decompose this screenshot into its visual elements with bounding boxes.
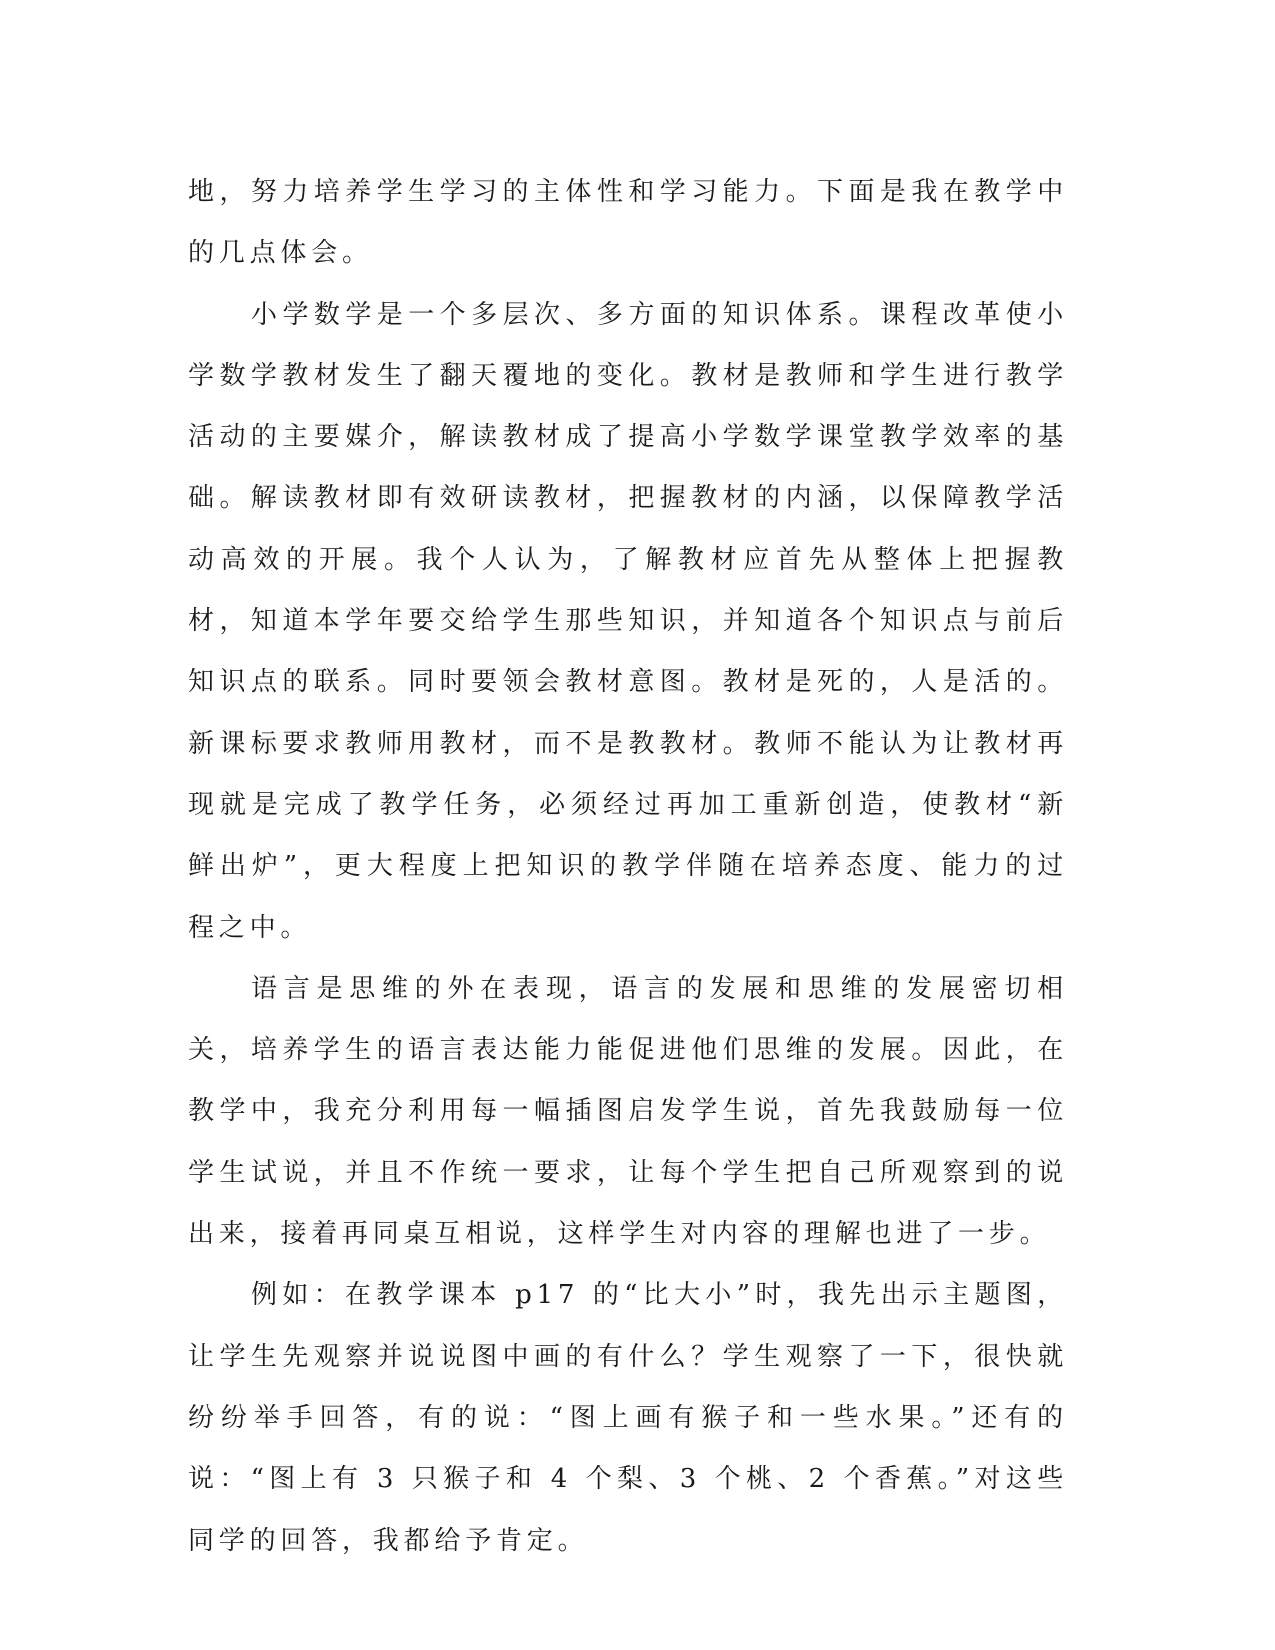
paragraph-language-and-thinking: 语言是思维的外在表现，语言的发展和思维的发展密切相关，培养学生的语言表达能力能促进他们思维的发展。因此，在教学中，我充分利用每一幅插图启发学生说，首先我鼓励每一位学生试说，并且不作统一要求，让每个学生把自己所观察到的说出来，接着再同桌互相说，这样学生对内容的理解也进了一步。 <box>188 973 1068 1250</box>
paragraph-example-comparison: 例如：在教学课本 p17 的“比大小”时，我先出示主题图，让学生先观察并说说图中画的有什么？学生观察了一下，很快就纷纷举手回答，有的说：“图上画有猴子和一些水果。”还有的说：“图上有 3 只猴子和 4 个梨、3 个桃、2 个香蕉。”对这些同学的回答，我都给予肯定。 <box>188 1280 1068 1556</box>
paragraph-textbook-interpretation: 小学数学是一个多层次、多方面的知识体系。课程改革使小学数学教材发生了翻天覆地的变化。教材是教师和学生进行教学活动的主要媒介，解读教材成了提高小学数学课堂教学效率的基础。解读教材即有效研读教材，把握教材的内涵，以保障教学活动高效的开展。我个人认为，了解教材应首先从整体上把握教材，知道本学年要交给学生那些知识，并知道各个知识点与前后知识点的联系。同时要领会教材意图。教材是死的，人是活的。新课标要求教师用教材，而不是教教材。教师不能认为让教材再现就是完成了教学任务，必须经过再加工重新创造，使教材“新鲜出炉”，更大程度上把知识的教学伴随在培养态度、能力的过程之中。 <box>188 299 1068 943</box>
paragraph-continuation: 地，努力培养学生学习的主体性和学习能力。下面是我在教学中的几点体会。 <box>188 177 1068 269</box>
document-body <box>188 162 1068 1572</box>
